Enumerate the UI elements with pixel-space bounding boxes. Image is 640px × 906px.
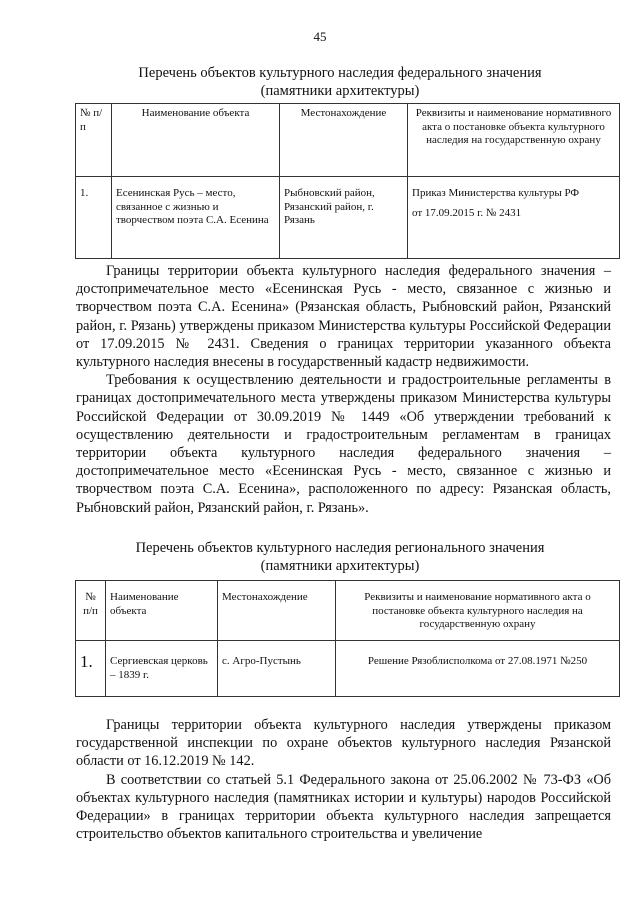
header-name: Наименование объекта — [106, 581, 218, 641]
federal-heading-line2: (памятники архитектуры) — [260, 83, 420, 99]
regional-heading-line1: Перечень объектов культурного наследия регионального значения — [135, 540, 545, 556]
row-act-line1: Приказ Министерства культуры РФ — [412, 187, 580, 199]
header-act: Реквизиты и наименование нормативного акта о постановке объекта культурного наследия на государственную охрану — [408, 104, 620, 177]
row-location: Рыбновский район, Рязанский район, г. Рязань — [280, 177, 408, 259]
header-act: Реквизиты и наименование нормативного акта о постановке объекта культурного наследия на государственную охрану — [336, 581, 620, 641]
row-name: Есенинская Русь – место, связанное с жизнью и творчеством поэта С.А. Есенина — [112, 177, 280, 259]
header-num: № п/п — [76, 104, 112, 177]
row-num — [76, 641, 106, 697]
row-act-line2: от 17.09.2015 г. № 2431 — [412, 206, 522, 219]
row-name: Сергиевская церковь – 1839 г. — [106, 641, 218, 697]
federal-heading — [60, 64, 620, 100]
row-num: 1. — [76, 177, 112, 259]
regional-monuments-table — [75, 580, 620, 697]
header-location: Местонахождение — [280, 104, 408, 177]
federal-boundaries-text — [76, 262, 611, 517]
paragraph: В соответствии со статьей 5.1 Федерального закона от 25.06.2002 № 73-ФЗ «Об объектах культурного наследия (памятниках истории и культуры) народов Российской Федерации» в границах территории объекта культурного наследия запрещается строительство объектов капитального строительства и увеличение — [76, 771, 611, 843]
row-num-text: 1. — [80, 652, 93, 671]
row-act: Решение Рязоблисполкома от 27.08.1971 №250 — [336, 641, 620, 697]
paragraph: Границы территории объекта культурного наследия федерального значения – достопримечательное место «Есенинская Русь - место, связанное с жизнью и творчеством поэта С.А. Есенина» (Рязанская область, Рыбновский район, Рязанский район, г. Рязань) утверждены приказом Министерства культуры Российской Федерации от 17.09.2015 № 2431. Сведения о границах территории указанного объекта культурного наследия внесены в государственный кадастр недвижимости. — [76, 263, 611, 371]
table-header-row — [76, 581, 620, 641]
header-location: Местонахождение — [218, 581, 336, 641]
regional-heading-line2: (памятники архитектуры) — [260, 558, 420, 574]
regional-boundaries-text — [76, 716, 611, 843]
header-name: Наименование объекта — [112, 104, 280, 177]
paragraph: Требования к осуществлению деятельности и градостроительные регламенты в границах достопримечательного места утверждены приказом Министерства культуры Российской Федерации от 30.09.2019 № 1449 «Об утверждении требований к осуществлению деятельности и градостроительным регламентам в границах территории объекта культурного наследия федерального значения – достопримечательное место «Есенинская Русь - место, связанное с жизнью и творчеством поэта С.А. Есенина», расположенного по адресу: Рязанская область, Рыбновский район, Рязанский район, г. Рязань». — [76, 372, 611, 516]
federal-monuments-table — [75, 103, 620, 259]
table-row — [76, 641, 620, 697]
paragraph: Границы территории объекта культурного наследия утверждены приказом государственной инспекции по охране объектов культурного наследия Рязанской области от 16.12.2019 № 142. — [76, 717, 611, 770]
row-location: с. Агро-Пустынь — [218, 641, 336, 697]
table-header-row — [76, 104, 620, 177]
header-num: № п/п — [76, 581, 106, 641]
federal-heading-line1: Перечень объектов культурного наследия федерального значения — [138, 65, 542, 81]
regional-heading — [60, 539, 620, 575]
row-act — [408, 177, 620, 259]
page-number: 45 — [313, 29, 327, 44]
table-row — [76, 177, 620, 259]
